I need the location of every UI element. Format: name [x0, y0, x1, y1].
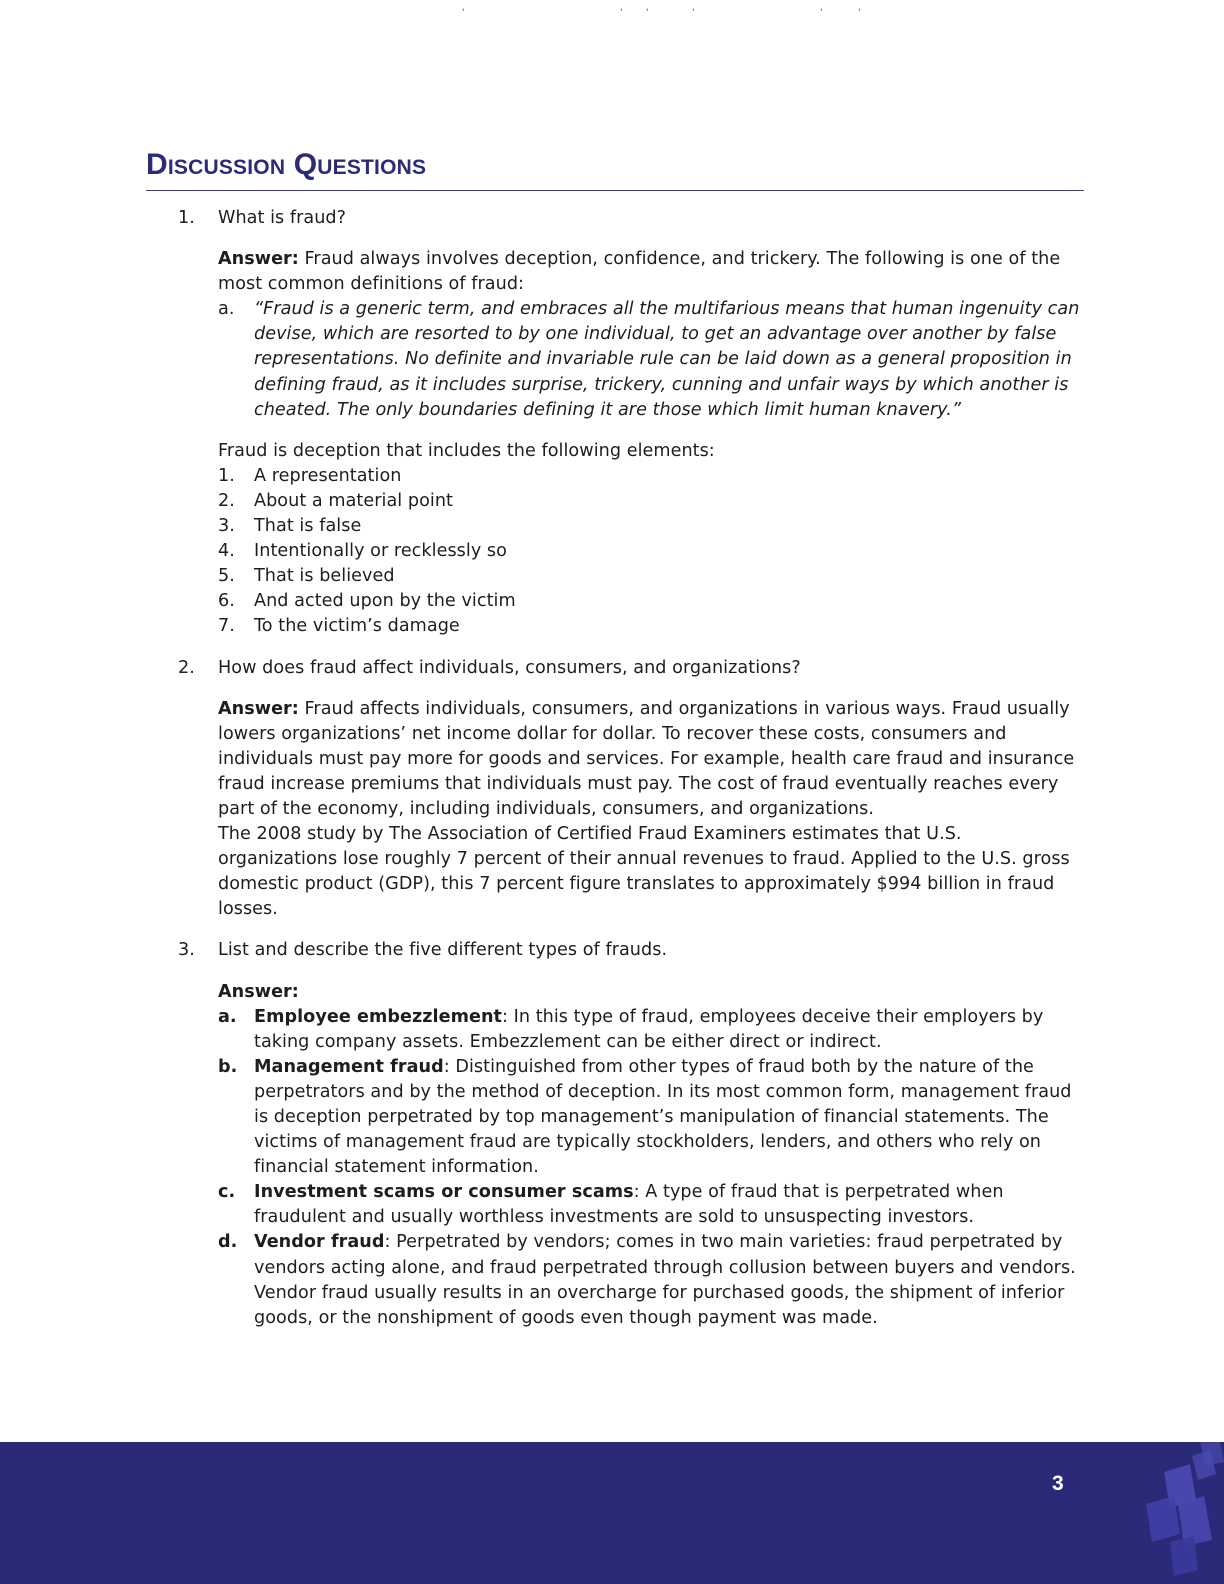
page-footer — [0, 1442, 1224, 1584]
list-marker: 2. — [218, 490, 235, 511]
list-marker: 4. — [218, 541, 235, 562]
list-item — [218, 1055, 1083, 1180]
list-item — [218, 1005, 1083, 1055]
answer-paragraph — [218, 247, 1083, 297]
question-text: List and describe the five different types of frauds. — [218, 940, 668, 961]
list-item-text: And acted upon by the victim — [254, 591, 516, 612]
list-item-text: A representation — [254, 465, 402, 486]
list-item-text: About a material point — [254, 490, 453, 511]
list-marker: b. — [218, 1056, 238, 1077]
list-marker: 1. — [218, 465, 235, 486]
question-2 — [178, 656, 1083, 923]
list-item — [218, 539, 1083, 564]
question-text: What is fraud? — [218, 208, 347, 228]
page-title: Discussion Questions — [146, 148, 427, 181]
answer-text: Fraud always involves deception, confidence, and trickery. The following is one of the most common definitions of fraud: — [218, 249, 1061, 295]
list-marker: a. — [218, 1006, 237, 1027]
discussion-questions — [178, 206, 1083, 1331]
decorative-blocks-graphic — [1130, 1442, 1224, 1584]
list-item — [218, 514, 1083, 539]
list-item — [218, 614, 1083, 639]
header-marks: ' ' ' ' ' ' — [462, 8, 861, 18]
item-term: Investment scams or consumer scams — [254, 1182, 634, 1203]
question-1 — [178, 206, 1083, 640]
answer-label-paragraph — [218, 980, 1083, 1005]
question-number: 2. — [178, 657, 195, 678]
list-item-text: That is believed — [254, 566, 395, 587]
item-text: : In this type of fraud, employees deceive their employers by taking company assets. Embezzlement can be either direct or indirect. — [254, 1006, 1044, 1052]
list-item — [218, 564, 1083, 589]
list-item — [218, 1180, 1083, 1230]
quote-text: “Fraud is a generic term, and embraces all the multifarious means that human ingenuity can devise, which are resorted to by one individual, to get an advantage over another by false representations. No definite and invariable rule can be laid down as a general proposition in defining fraud, as it includes surprise, trickery, cunning and unfair ways by which another is cheated. The only boundaries defining it are those which limit human knavery.” — [254, 299, 1080, 420]
item-term: Employee embezzlement — [254, 1006, 503, 1027]
answer-text: Fraud affects individuals, consumers, and organizations in various ways. Fraud usually lowers organizations’ net income dollar for dollar. To recover these costs, consumers and individuals must pay more for goods and services. For example, health care fraud and insurance fraud increase premiums that individuals must pay. The cost of fraud eventually reaches every part of the economy, including individuals, consumers, and organizations. — [218, 698, 1075, 819]
item-text: : Distinguished from other types of fraud both by the nature of the perpetrators and by the method of deception. In its most common form, management fraud is deception perpetrated by top management’s manipulation of financial statements. The victims of management fraud are typically stockholders, lenders, and others who rely on financial statement information. — [254, 1056, 1072, 1178]
list-item-text: To the victim’s damage — [254, 616, 460, 637]
title-rule — [146, 190, 1084, 191]
answer-label: Answer: — [218, 981, 299, 1002]
list-marker: a. — [218, 299, 235, 320]
list-item-text: Intentionally or recklessly so — [254, 541, 507, 562]
question-number: 3. — [178, 940, 195, 961]
question-number: 1. — [178, 208, 195, 228]
item-term: Management fraud — [254, 1056, 444, 1077]
question-text: How does fraud affect individuals, consumers, and organizations? — [218, 657, 801, 678]
list-item — [218, 464, 1083, 489]
page-number: 3 — [1052, 1472, 1064, 1495]
item-text: : A type of fraud that is perpetrated when fraudulent and usually worthless investments are sold to unsuspecting investors. — [254, 1182, 1004, 1228]
item-term: Vendor fraud — [254, 1232, 385, 1253]
list-marker: 7. — [218, 616, 235, 637]
answer-paragraph-2: The 2008 study by The Association of Certified Fraud Examiners estimates that U.S. organizations lose roughly 7 percent of their annual revenues to fraud. Applied to the U.S. gross domestic product (GDP), this 7 percent figure translates to approximately $994 billion in fraud losses. — [218, 824, 1070, 920]
list-marker: 6. — [218, 591, 235, 612]
list-item-text: That is false — [254, 516, 362, 537]
list-marker: c. — [218, 1182, 236, 1203]
question-3 — [178, 938, 1083, 1330]
list-marker: 5. — [218, 566, 235, 587]
list-marker: 3. — [218, 516, 235, 537]
list-item — [218, 489, 1083, 514]
list-marker: d. — [218, 1232, 238, 1253]
item-text: : Perpetrated by vendors; comes in two main varieties: fraud perpetrated by vendors acting alone, and fraud perpetrated through collusion between buyers and vendors. Vendor fraud usually results in an overcharge for purchased goods, the shipment of inferior goods, or the nonshipment of goods even though payment was made. — [254, 1232, 1076, 1328]
elements-intro: Fraud is deception that includes the following elements: — [218, 440, 715, 461]
fraud-types-list — [218, 1005, 1083, 1331]
answer-label: Answer: — [218, 698, 299, 719]
list-item — [218, 1230, 1083, 1330]
list-item — [218, 589, 1083, 614]
answer-label: Answer: — [218, 249, 299, 270]
elements-list — [218, 464, 1083, 640]
answer-paragraph — [218, 697, 1083, 822]
definition-quote — [218, 297, 1083, 422]
